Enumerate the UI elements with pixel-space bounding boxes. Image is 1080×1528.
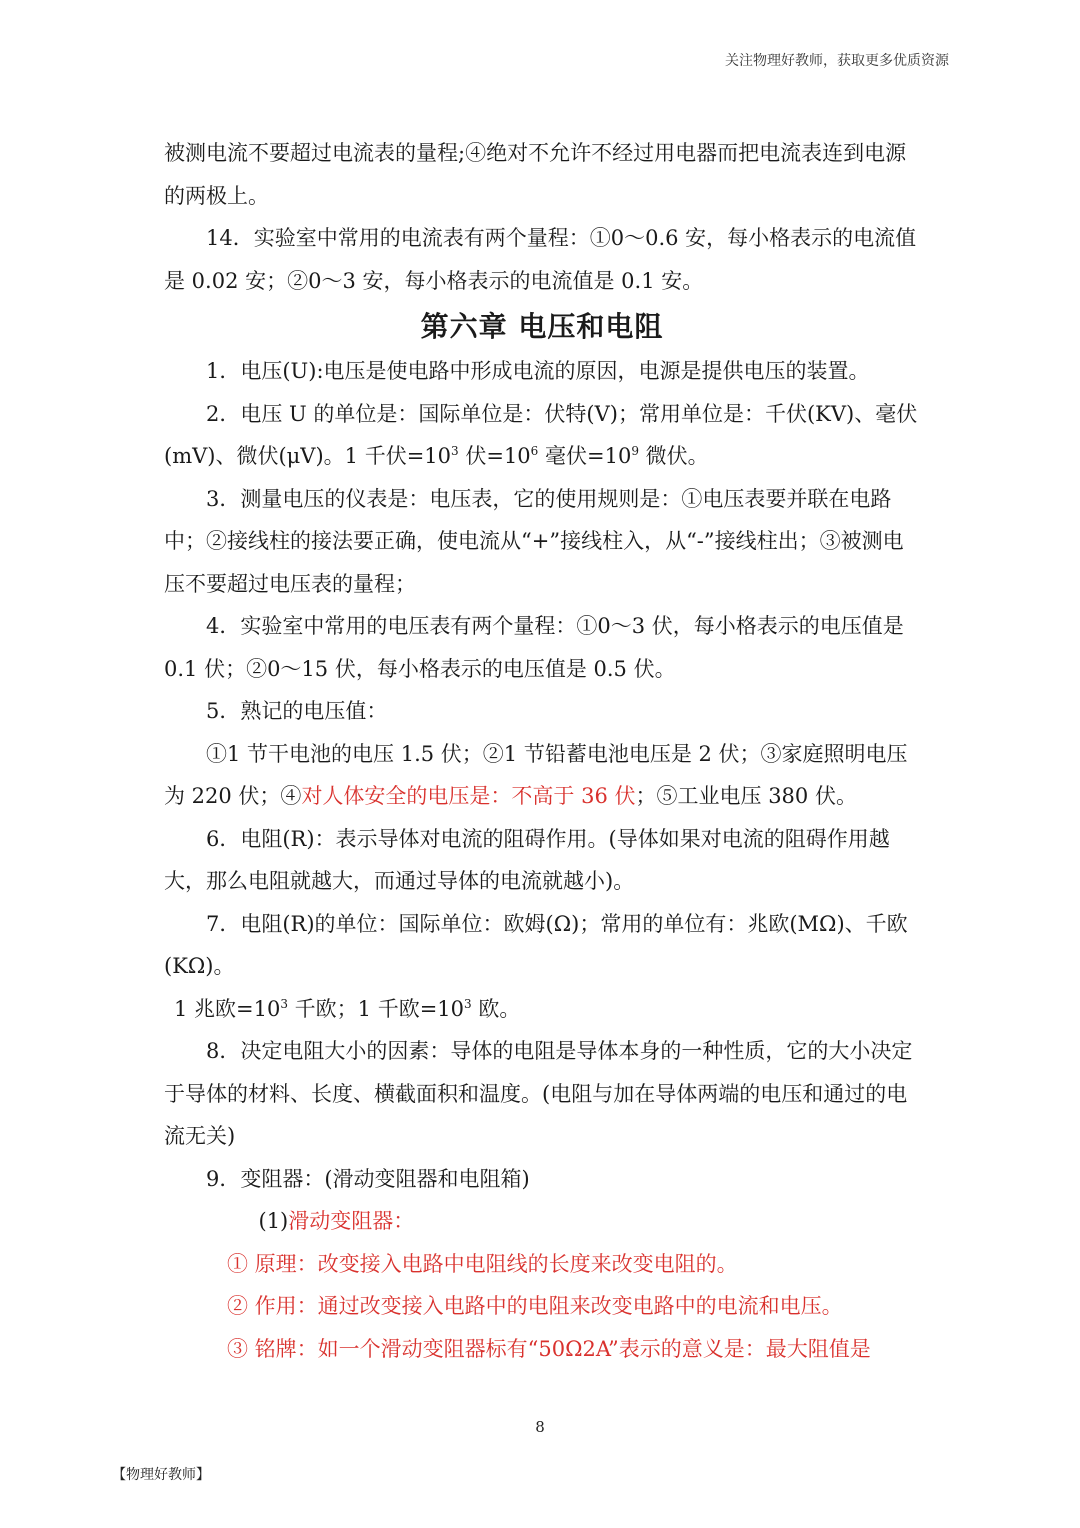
- paragraph-prev-rules: 被测电流不要超过电流表的量程;④绝对不允许不经过用电器而把电流表连到电源的两极上。: [164, 141, 907, 208]
- p2-text-c: 毫伏=10: [538, 444, 632, 468]
- p2-exp-2: 6: [530, 444, 539, 458]
- paragraph-3: 3．测量电压的仪表是：电压表，它的使用规则是：①电压表要并联在电路中；②接线柱的接法要正确，使电流从“+”接线柱入，从“-”接线柱出；③被测电压不要超过电压表的量程；: [164, 486, 904, 596]
- paragraph-1: 1．电压(U):电压是使电路中形成电流的原因，电源是提供电压的装置。: [206, 359, 870, 383]
- document-body: [164, 132, 920, 1370]
- paragraph-5: 5．熟记的电压值：: [206, 699, 388, 723]
- p2-text-d: 微伏。: [638, 444, 709, 468]
- p7b-exp-1: 3: [280, 996, 288, 1011]
- p9a-red: 滑动变阻器：: [288, 1209, 415, 1233]
- paragraph-4: 4．实验室中常用的电压表有两个量程：①0～3 伏，每小格表示的电压值是 0.1 伏；②0～15 伏，每小格表示的电压值是 0.5 伏。: [164, 614, 904, 681]
- footer-brand: 【物理好教师】: [112, 1467, 210, 1483]
- p7b-exp-2: 3: [464, 996, 472, 1011]
- p9a-label: (1): [258, 1209, 289, 1233]
- p5-text-b: ；⑤工业电压 380 伏。: [635, 784, 857, 808]
- p2-exp-3: 9: [631, 444, 639, 458]
- p5-text-a: ①1 节干电池的电压 1.5 伏；②1 节铅蓄电池电压是 2 伏；③家庭照明电压为 220 伏；④: [164, 741, 908, 808]
- p2-text-b: 伏=10: [458, 444, 531, 468]
- p5-safe-voltage: 对人体安全的电压是：不高于 36 伏: [301, 784, 636, 808]
- page-number: 8: [535, 1418, 545, 1436]
- chapter-title: 第六章 电压和电阻: [420, 310, 664, 343]
- p7b-text-c: 欧。: [471, 996, 521, 1021]
- list-item-principle: ① 原理：改变接入电路中电阻线的长度来改变电阻的。: [227, 1251, 738, 1276]
- paragraph-6: 6．电阻(R)：表示导体对电流的阻碍作用。(导体如果对电流的阻碍作用越大，那么电阻就越大，而通过导体的电流就越小)。: [164, 826, 890, 893]
- paragraph-5-values: [164, 733, 920, 818]
- paragraph-2: [164, 393, 920, 478]
- p2-text-a: 2．电压 U 的单位是：国际单位是：伏特(V)；常用单位是：千伏(KV)、毫伏(mV)、微伏(μV)。1 千伏=10: [164, 401, 918, 468]
- p7b-text-a: 1 兆欧=10: [174, 996, 281, 1021]
- p2-exp-1: 3: [451, 444, 459, 458]
- p7b-text-b: 千欧；1 千欧=10: [288, 996, 465, 1021]
- paragraph-7-conversion: [164, 988, 920, 1031]
- paragraph-9: 9．变阻器：(滑动变阻器和电阻箱): [206, 1166, 530, 1191]
- paragraph-14: 14．实验室中常用的电流表有两个量程：①0～0.6 安，每小格表示的电流值是 0.02 安；②0～3 安，每小格表示的电流值是 0.1 安。: [164, 226, 917, 293]
- list-item-nameplate: ③ 铭牌：如一个滑动变阻器标有“50Ω2A”表示的意义是：最大阻值是: [227, 1336, 871, 1361]
- paragraph-7: 7．电阻(R)的单位：国际单位：欧姆(Ω)；常用的单位有：兆欧(MΩ)、千欧(KΩ)。: [164, 911, 908, 978]
- page-header: 关注物理好教师，获取更多优质资源: [725, 53, 949, 69]
- list-item-function: ② 作用：通过改变接入电路中的电阻来改变电路中的电流和电压。: [227, 1294, 843, 1318]
- paragraph-8: 8．决定电阻大小的因素：导体的电阻是导体本身的一种性质，它的大小决定于导体的材料、长度、横截面积和温度。(电阻与加在导体两端的电压和通过的电流无关): [164, 1039, 913, 1148]
- paragraph-9-1: [164, 1200, 920, 1243]
